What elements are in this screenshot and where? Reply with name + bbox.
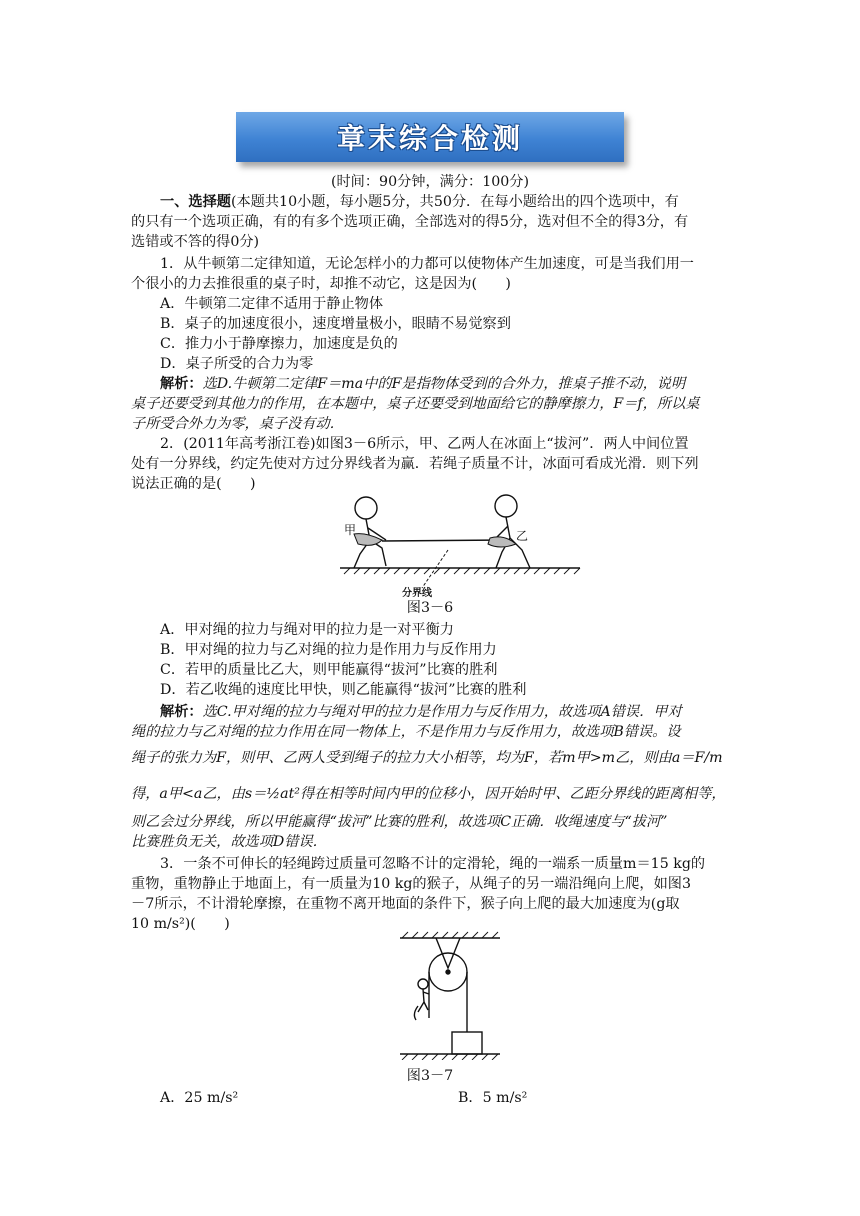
q2-stem-line-2: 处有一分界线，约定先使对方过分界线者为赢．若绳子质量不计，冰面可看成光滑．则下列 — [131, 456, 699, 472]
q3-option-b: B．5 m/s² — [458, 1090, 528, 1106]
q1-option-c: C．推力小于静摩擦力，加速度是负的 — [160, 336, 398, 352]
q2-analysis-line-1: 解析：选C.甲对绳的拉力与绳对甲的拉力是作用力与反作用力，故选项A错误．甲对 — [160, 704, 682, 720]
q1-analysis-line-3: 子所受合外力为零，桌子没有动． — [131, 416, 344, 432]
q1-option-d: D．桌子所受的合力为零 — [160, 356, 314, 372]
dividing-line — [422, 550, 448, 588]
pulley-figure — [390, 928, 510, 1060]
q1-stem-line-2: 个很小的力去推很重的桌子时，却推不动它，这是因为( ) — [131, 276, 511, 292]
q1-option-b: B．桌子的加速度很小，速度增量极小，眼睛不易觉察到 — [160, 316, 511, 332]
q1-analysis-line-2: 桌子还要受到其他力的作用，在本题中，桌子还要受到地面给它的静摩擦力，F＝f，所以桌 — [131, 396, 700, 412]
q3-stem-line-3: －7所示，不计滑轮摩擦，在重物不离开地面的条件下，猴子向上爬的最大加速度为(g取 — [131, 896, 680, 912]
section-intro-line-2: 的只有一个选项正确，有的有多个选项正确，全部选对的得5分，选对但不全的得3分，有 — [131, 214, 689, 230]
q2-analysis-label: 解析： — [160, 704, 203, 720]
label-dividing-line: 分界线 — [402, 588, 432, 599]
tug-of-war-figure — [330, 488, 590, 600]
floor-hatch — [402, 1054, 498, 1060]
q1-analysis-label: 解析： — [160, 376, 203, 392]
rope — [382, 540, 506, 541]
pulley-axle — [446, 970, 450, 974]
section-heading: 一、选择题 — [160, 194, 231, 210]
q2-option-d: D．若乙收绳的速度比甲快，则乙能赢得“拔河”比赛的胜利 — [160, 682, 527, 698]
person-jia — [354, 497, 386, 568]
section-intro-line-1: 一、选择题(本题共10小题，每小题5分，共50分．在每小题给出的四个选项中，有 — [160, 194, 679, 210]
q3-stem-line-2: 重物，重物静止于地面上，有一质量为10 kg的猴子，从绳子的另一端沿绳向上爬，如图3 — [131, 876, 692, 892]
exam-info: (时间：90分钟，满分：100分) — [330, 174, 530, 190]
q2-stem-line-3: 说法正确的是( ) — [131, 476, 256, 492]
page-title: 章末综合检测 — [336, 122, 523, 155]
q2-analysis-line-6: 比赛胜负无关，故选项D错误． — [131, 834, 327, 850]
q2-analysis-line-3: 绳子的张力为F，则甲、乙两人受到绳子的拉力大小相等，均为F，若m甲>m乙，则由a＝F/m — [131, 750, 723, 766]
q2-stem-line-1: 2．(2011年高考浙江卷)如图3－6所示，甲、乙两人在冰面上“拔河”．两人中间位置 — [160, 436, 689, 452]
q2-option-a: A．甲对绳的拉力与绳对甲的拉力是一对平衡力 — [160, 622, 454, 638]
q2-analysis-line-5: 则乙会过分界线，所以甲能赢得“拔河”比赛的胜利，故选项C正确．收绳速度与“拔河” — [131, 814, 668, 830]
q3-stem-line-1: 3．一条不可伸长的轻绳跨过质量可忽略不计的定滑轮，绳的一端系一质量m＝15 kg的 — [160, 856, 706, 872]
q2-analysis-line-4: 得，a甲<a乙，由s＝½at²得在相等时间内甲的位移小，因开始时甲、乙距分界线的距离相等， — [131, 786, 726, 802]
q1-analysis-line-1: 解析：选D.牛顿第二定律F＝ma中的F是指物体受到的合外力，推桌子推不动，说明 — [160, 376, 686, 392]
heavy-object — [452, 1032, 482, 1054]
q2-analysis-line-2: 绳的拉力与乙对绳的拉力作用在同一物体上，不是作用力与反作用力，故选项B错误。设 — [131, 724, 681, 740]
q1-option-a: A．牛顿第二定律不适用于静止物体 — [160, 296, 384, 312]
monkey — [414, 979, 429, 1020]
label-jia: 甲 — [344, 523, 357, 537]
figure-3-6-caption: 图3－6 — [406, 600, 454, 616]
q1-stem-line-1: 1．从牛顿第二定律知道，无论怎样小的力都可以使物体产生加速度，可是当我们用一 — [160, 256, 694, 272]
ground-hatch — [344, 568, 580, 574]
q3-option-a: A．25 m/s² — [160, 1090, 239, 1106]
q3-stem-line-4: 10 m/s²)( ) — [131, 916, 230, 932]
q2-option-c: C．若甲的质量比乙大，则甲能赢得“拔河”比赛的胜利 — [160, 662, 498, 678]
title-banner — [236, 112, 624, 162]
figure-3-7-caption: 图3－7 — [406, 1068, 454, 1084]
q2-option-b: B．甲对绳的拉力与乙对绳的拉力是作用力与反作用力 — [160, 642, 497, 658]
label-yi: 乙 — [516, 529, 529, 543]
section-intro-line-3: 选错或不答的得0分) — [131, 234, 260, 250]
ceiling-hatch — [402, 932, 498, 938]
